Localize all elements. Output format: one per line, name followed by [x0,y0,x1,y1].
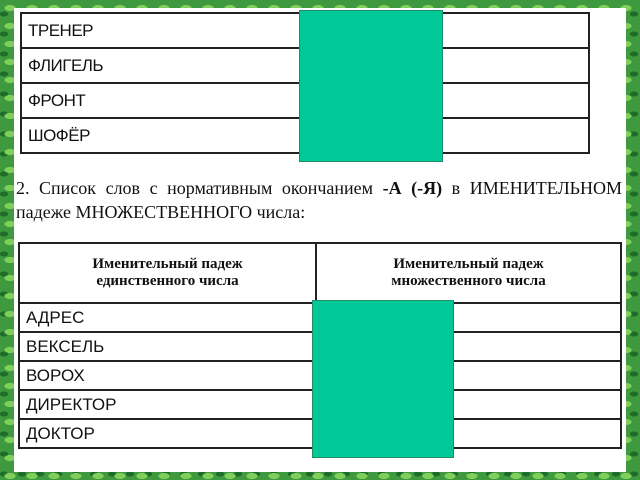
slide [14,8,626,472]
header-singular-line1: Именительный падеж [92,256,243,272]
word-cell: ВЕКСЕЛЬ [19,332,316,361]
task-text-lead: 2. Список слов с нормативным окончанием [16,178,383,198]
task-paragraph [16,176,622,224]
header-plural-line2: множественного числа [391,273,546,289]
word-cell: ДИРЕКТОР [19,390,316,419]
header-singular [19,243,316,303]
word-cell: АДРЕС [19,303,316,332]
task-ending: -А (-Я) [382,178,443,198]
word-cell: ФЛИГЕЛЬ [21,48,305,83]
answer-cover-box[interactable] [299,10,443,162]
answer-cover-box[interactable] [312,300,454,458]
header-plural-line1: Именительный падеж [393,256,544,272]
header-singular-line2: единственного числа [96,273,239,289]
task-text-rest: в ИМЕНИТЕЛЬНОМ падеже МНОЖЕСТВЕННОГО числа: [16,178,622,222]
word-cell: ТРЕНЕР [21,13,305,48]
word-cell: ШОФЁР [21,118,305,153]
word-cell: ДОКТОР [19,419,316,448]
word-cell: ВОРОХ [19,361,316,390]
header-plural [316,243,621,303]
table-header-row [19,243,621,303]
word-cell: ФРОНТ [21,83,305,118]
